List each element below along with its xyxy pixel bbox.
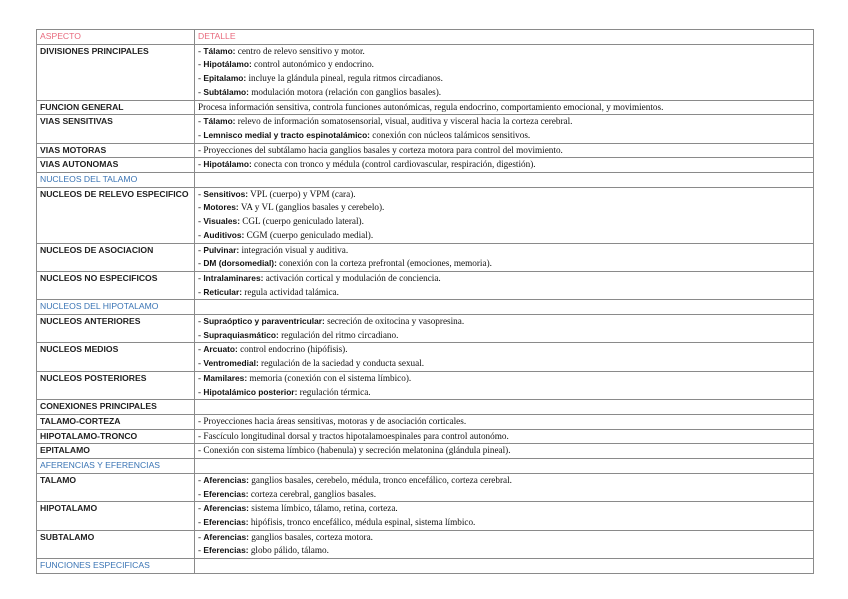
detail-line: - Pulvinar: integración visual y auditiva. <box>198 244 349 255</box>
detail-text: CGM (cuerpo geniculado medial). <box>244 229 374 240</box>
detail-line: - Arcuato: control endocrino (hipófisis). <box>198 344 348 355</box>
detail-cell <box>195 371 814 399</box>
table-row <box>37 243 814 271</box>
detail-line: - Proyecciones hacia áreas sensitivas, motoras y de asociación corticales. <box>198 415 467 426</box>
detail-text: modulación motora (relación con ganglios basales). <box>248 86 442 97</box>
table-row <box>37 271 814 299</box>
table-row <box>37 343 814 371</box>
detail-label: Eferencias: <box>203 488 249 499</box>
aspect-cell: NUCLEOS NO ESPECIFICOS <box>37 271 195 299</box>
detail-line: - Conexión con sistema límbico (habenula) y secreción melatonina (glándula pineal). <box>198 445 511 456</box>
detail-text: VPL (cuerpo) y VPM (cara). <box>248 188 356 199</box>
detail-cell <box>195 473 814 501</box>
table-row <box>37 158 814 173</box>
detail-label: Mamilares: <box>203 372 248 383</box>
detail-label: DM (dorsomedial): <box>203 258 277 269</box>
detail-cell <box>195 400 814 415</box>
detail-cell <box>195 315 814 343</box>
detail-cell <box>195 343 814 371</box>
detail-text: conexión con núcleos talámicos sensitivos. <box>369 129 531 140</box>
table-row <box>37 143 814 158</box>
detail-text: conecta con tronco y médula (control cardiovascular, respiración, digestión). <box>251 159 536 170</box>
detail-line: - Intralaminares: activación cortical y modulación de conciencia. <box>198 272 441 283</box>
header-aspect: ASPECTO <box>37 30 195 45</box>
detail-line: - DM (dorsomedial): conexión con la corteza prefrontal (emociones, memoria). <box>198 258 492 269</box>
detail-text: control endocrino (hipófisis). <box>237 344 348 355</box>
detail-label: Supraóptico y paraventricular: <box>203 316 325 327</box>
table-body <box>37 30 814 574</box>
aspect-cell: NUCLEOS ANTERIORES <box>37 315 195 343</box>
detail-text: regulación del ritmo circadiano. <box>278 329 399 340</box>
detail-text: secreción de oxitocina y vasopresina. <box>324 316 465 327</box>
detail-cell <box>195 300 814 315</box>
section-row <box>37 300 814 315</box>
detail-label: Hipotálamo: <box>203 159 252 170</box>
detail-cell <box>195 44 814 100</box>
detail-label: Lemnisco medial y tracto espinotalámico: <box>203 129 370 140</box>
detail-label: Aferencias: <box>203 531 249 542</box>
detail-line: - Ventromedial: regulación de la saciedad y conducta sexual. <box>198 358 425 369</box>
detail-label: Tálamo: <box>203 45 236 56</box>
aspect-cell: FUNCION GENERAL <box>37 100 195 115</box>
detail-cell <box>195 444 814 459</box>
detail-line <box>198 101 810 115</box>
detail-text: CGL (cuerpo geniculado lateral). <box>239 216 364 227</box>
detail-label: Motores: <box>203 202 239 213</box>
detail-cell <box>195 559 814 574</box>
detail-label: Eferencias: <box>203 545 249 556</box>
aspect-cell: VIAS MOTORAS <box>37 143 195 158</box>
detail-label: Epitalamo: <box>203 73 247 84</box>
detail-text: hipófisis, tronco encefálico, médula espinal, sistema límbico. <box>248 516 476 527</box>
aspect-cell: HIPOTALAMO <box>37 502 195 530</box>
detail-text: activación cortical y modulación de conciencia. <box>263 272 441 283</box>
detail-line: - Motores: VA y VL (ganglios basales y cerebelo). <box>198 202 385 213</box>
section-title: NUCLEOS DEL TALAMO <box>37 173 195 188</box>
table-row <box>37 400 814 415</box>
aspect-cell: VIAS AUTONOMAS <box>37 158 195 173</box>
aspect-cell: DIVISIONES PRINCIPALES <box>37 44 195 100</box>
aspect-cell: EPITALAMO <box>37 444 195 459</box>
detail-label: Pulvinar: <box>203 244 240 255</box>
detail-line: - Supraóptico y paraventricular: secreción de oxitocina y vasopresina. <box>198 316 465 327</box>
section-title: AFERENCIAS Y EFERENCIAS <box>37 459 195 474</box>
detail-line: - Sensitivos: VPL (cuerpo) y VPM (cara). <box>198 188 356 199</box>
section-title: FUNCIONES ESPECIFICAS <box>37 559 195 574</box>
detail-cell <box>195 243 814 271</box>
detail-text: centro de relevo sensitivo y motor. <box>235 45 365 56</box>
detail-line: - Supraquiasmático: regulación del ritmo circadiano. <box>198 329 399 340</box>
aspect-cell: TALAMO <box>37 473 195 501</box>
detail-text: globo pálido, tálamo. <box>248 545 329 556</box>
detail-cell <box>195 502 814 530</box>
detail-line: - Fascículo longitudinal dorsal y tractos hipotalamoespinales para control autonómo. <box>198 430 509 441</box>
aspect-cell: NUCLEOS MEDIOS <box>37 343 195 371</box>
detail-text: control autonómico y endocrino. <box>251 59 374 70</box>
detail-line: - Subtálamo: modulación motora (relación con ganglios basales). <box>198 86 442 97</box>
detail-line: - Epitalamo: incluye la glándula pineal, regula ritmos circadianos. <box>198 73 443 84</box>
detail-text: integración visual y auditiva. <box>239 244 349 255</box>
table-row <box>37 100 814 115</box>
detail-label: Aferencias: <box>203 474 249 485</box>
detail-label: Hipotalámico posterior: <box>203 386 298 397</box>
detail-label: Eferencias: <box>203 516 249 527</box>
aspect-cell: HIPOTALAMO-TRONCO <box>37 429 195 444</box>
aspect-cell: NUCLEOS DE ASOCIACION <box>37 243 195 271</box>
detail-text: Conexión con sistema límbico (habenula) y secreción melatonina (glándula pineal). <box>203 445 511 456</box>
table-row <box>37 187 814 243</box>
detail-label: Reticular: <box>203 286 242 297</box>
table-row <box>37 315 814 343</box>
detail-label: Supraquiasmático: <box>203 329 279 340</box>
detail-label: Aferencias: <box>203 503 249 514</box>
detail-line: - Aferencias: ganglios basales, corteza motora. <box>198 531 373 542</box>
detail-text: incluye la glándula pineal, regula ritmos circadianos. <box>246 73 443 84</box>
detail-cell <box>195 143 814 158</box>
detail-line: - Aferencias: sistema límbico, tálamo, retina, corteza. <box>198 503 398 514</box>
detail-cell <box>195 100 814 115</box>
detail-text: Procesa información sensitiva, controla funciones autonómicas, regula endocrino, comportamiento emocional, y movimientos. <box>198 101 664 112</box>
detail-text: regula actividad talámica. <box>242 286 339 297</box>
table-row <box>37 429 814 444</box>
table-row <box>37 444 814 459</box>
detail-cell <box>195 429 814 444</box>
detail-text: regulación de la saciedad y conducta sexual. <box>258 358 425 369</box>
aspect-cell: NUCLEOS DE RELEVO ESPECIFICO <box>37 187 195 243</box>
detail-label: Auditivos: <box>203 229 245 240</box>
aspect-cell: VIAS SENSITIVAS <box>37 115 195 143</box>
detail-text: VA y VL (ganglios basales y cerebelo). <box>238 202 385 213</box>
detail-text: regulación térmica. <box>297 386 371 397</box>
aspect-cell: TALAMO-CORTEZA <box>37 414 195 429</box>
detail-label: Sensitivos: <box>203 188 249 199</box>
detail-label: Subtálamo: <box>203 86 249 97</box>
detail-cell <box>195 173 814 188</box>
detail-line: - Aferencias: ganglios basales, cerebelo, médula, tronco encefálico, corteza cerebral. <box>198 474 512 485</box>
detail-line: - Hipotálamo: control autonómico y endocrino. <box>198 59 374 70</box>
detail-line: - Tálamo: relevo de información somatosensorial, visual, auditiva y visceral hacia la corteza cerebral. <box>198 116 573 127</box>
detail-label: Intralaminares: <box>203 272 264 283</box>
aspect-cell: NUCLEOS POSTERIORES <box>37 371 195 399</box>
header-detail: DETALLE <box>195 30 814 45</box>
detail-text: corteza cerebral, ganglios basales. <box>248 488 377 499</box>
table-row <box>37 115 814 143</box>
section-row <box>37 459 814 474</box>
detail-cell <box>195 271 814 299</box>
table-row <box>37 371 814 399</box>
detail-text: Proyecciones del subtálamo hacia ganglios basales y corteza motora para control del movimiento. <box>203 144 563 155</box>
detail-line: - Hipotálamo: conecta con tronco y médula (control cardiovascular, respiración, digestión). <box>198 159 536 170</box>
aspect-cell: SUBTALAMO <box>37 530 195 558</box>
detail-cell <box>195 530 814 558</box>
section-row <box>37 173 814 188</box>
detail-text: Fascículo longitudinal dorsal y tractos hipotalamoespinales para control autonómo. <box>203 430 509 441</box>
detail-line: - Hipotalámico posterior: regulación térmica. <box>198 386 371 397</box>
detail-text: ganglios basales, corteza motora. <box>248 531 373 542</box>
detail-line: - Eferencias: hipófisis, tronco encefálico, médula espinal, sistema límbico. <box>198 516 476 527</box>
detail-text: Proyecciones hacia áreas sensitivas, motoras y de asociación corticales. <box>203 415 467 426</box>
detail-line: - Eferencias: globo pálido, tálamo. <box>198 545 329 556</box>
summary-table <box>36 29 814 574</box>
detail-text: memoria (conexión con el sistema límbico). <box>247 372 412 383</box>
section-title: NUCLEOS DEL HIPOTALAMO <box>37 300 195 315</box>
table-row <box>37 414 814 429</box>
detail-cell <box>195 459 814 474</box>
detail-text: sistema límbico, tálamo, retina, corteza. <box>248 503 398 514</box>
table-row <box>37 530 814 558</box>
detail-line: - Tálamo: centro de relevo sensitivo y motor. <box>198 45 365 56</box>
detail-label: Visuales: <box>203 216 240 227</box>
detail-text: conexión con la corteza prefrontal (emociones, memoria). <box>276 258 492 269</box>
detail-line: - Proyecciones del subtálamo hacia ganglios basales y corteza motora para control del movimiento. <box>198 144 563 155</box>
table-row <box>37 502 814 530</box>
detail-line: - Eferencias: corteza cerebral, ganglios basales. <box>198 488 377 499</box>
detail-line: - Reticular: regula actividad talámica. <box>198 286 339 297</box>
table-row <box>37 473 814 501</box>
section-row <box>37 559 814 574</box>
detail-line: - Visuales: CGL (cuerpo geniculado lateral). <box>198 216 364 227</box>
detail-cell <box>195 115 814 143</box>
detail-cell <box>195 187 814 243</box>
header-row <box>37 30 814 45</box>
detail-text: ganglios basales, cerebelo, médula, tronco encefálico, corteza cerebral. <box>248 474 512 485</box>
detail-line: - Auditivos: CGM (cuerpo geniculado medial). <box>198 229 374 240</box>
detail-cell <box>195 414 814 429</box>
detail-line: - Mamilares: memoria (conexión con el sistema límbico). <box>198 372 412 383</box>
detail-line: - Lemnisco medial y tracto espinotalámico: conexión con núcleos talámicos sensitivos. <box>198 129 531 140</box>
aspect-cell: CONEXIONES PRINCIPALES <box>37 400 195 415</box>
detail-text: relevo de información somatosensorial, visual, auditiva y visceral hacia la corteza cerebral. <box>235 116 573 127</box>
table-row <box>37 44 814 100</box>
detail-label: Ventromedial: <box>203 358 259 369</box>
detail-label: Tálamo: <box>203 116 236 127</box>
detail-label: Arcuato: <box>203 344 238 355</box>
detail-cell <box>195 158 814 173</box>
detail-label: Hipotálamo: <box>203 59 252 70</box>
